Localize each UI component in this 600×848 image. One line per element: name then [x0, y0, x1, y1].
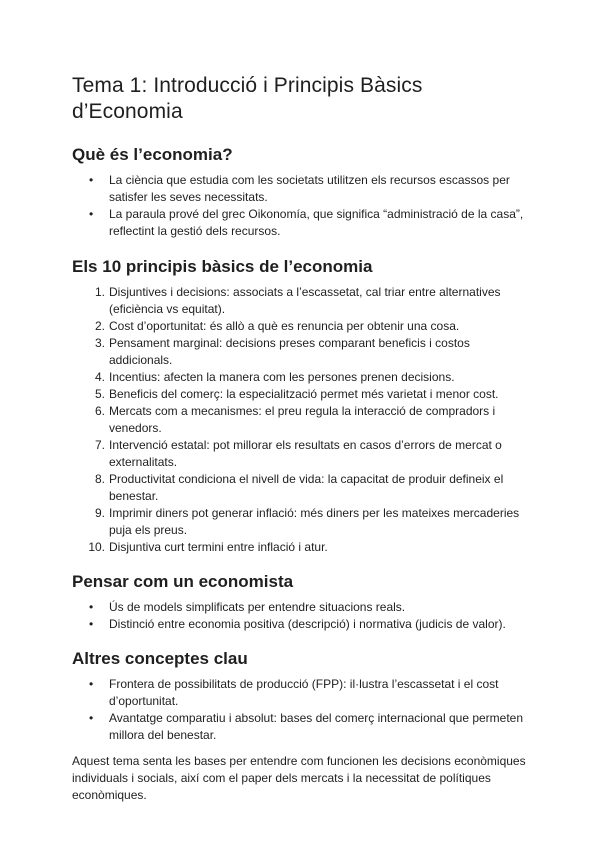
section-heading: Altres conceptes clau: [72, 649, 248, 668]
bullet-list: [72, 676, 528, 744]
list-item-text: Disjuntiva curt termini entre inflació i atur.: [109, 540, 328, 554]
list-item: [72, 471, 528, 505]
list-item: • Distinció entre economia positiva (descripció) i normativa (judicis de valor).: [72, 616, 528, 633]
list-number: 4.: [94, 370, 105, 384]
section-other-key-concepts: [72, 648, 528, 744]
list-number: 3.: [94, 336, 105, 350]
list-item: • La ciència que estudia com les societats utilitzen els recursos escassos per satisfer les seves necessitats.: [72, 172, 528, 206]
list-item: [72, 369, 528, 386]
list-item: [72, 284, 528, 318]
bullet-list: [72, 172, 528, 240]
list-item-text: Mercats com a mecanismes: el preu regula la interacció de compradors i venedors.: [109, 404, 496, 435]
list-number: 7.: [94, 438, 105, 452]
list-item: • Ús de models simplificats per entendre situacions reals.: [72, 599, 528, 616]
list-item-text: Beneficis del comerç: la especialització permet més varietat i menor cost.: [109, 387, 499, 401]
section-heading: Els 10 principis bàsics de l’economia: [72, 257, 373, 276]
list-number: 2.: [94, 319, 105, 333]
numbered-list: [72, 284, 528, 556]
list-item-text: Disjuntives i decisions: associats a l’escassetat, cal triar entre alternatives (eficiència vs equitat).: [109, 285, 501, 316]
list-item-text: Productivitat condiciona el nivell de vida: la capacitat de produir defineix el benestar.: [109, 472, 504, 503]
list-number: 9.: [94, 506, 105, 520]
list-item: [72, 318, 528, 335]
list-item: [72, 403, 528, 437]
list-item-text: Imprimir diners pot generar inflació: més diners per les mateixes mercaderies puja els preus.: [109, 506, 520, 537]
list-item: [72, 386, 528, 403]
list-item: [72, 539, 528, 556]
closing-paragraph: Aquest tema senta les bases per entendre com funcionen les decisions econòmiques individuals i socials, així com el paper dels mercats i la necessitat de polítiques econòmiques.: [72, 754, 526, 802]
section-ten-principles: [72, 256, 528, 556]
list-item: [72, 505, 528, 539]
list-item-text: Pensament marginal: decisions preses comparant beneficis i costos addicionals.: [109, 336, 470, 367]
list-item-text: Cost d’oportunitat: és allò a què es renuncia per obtenir una cosa.: [109, 319, 460, 333]
list-item-text: Intervenció estatal: pot millorar els resultats en casos d’errors de mercat o externalitats.: [109, 438, 502, 469]
bullet-list: [72, 599, 528, 633]
list-item: • Avantatge comparatiu i absolut: bases del comerç internacional que permeten millora del benestar.: [72, 710, 528, 744]
section-heading: Pensar com un economista: [72, 572, 294, 591]
list-number: 5.: [94, 387, 105, 401]
section-think-like-economist: [72, 571, 528, 633]
list-number: 10.: [88, 540, 105, 554]
list-number: 1.: [94, 285, 105, 299]
section-heading: Què és l’economia?: [72, 145, 233, 164]
list-number: 8.: [94, 472, 105, 486]
list-item: [72, 437, 528, 471]
list-item: • La paraula prové del grec Oikonomía, que significa “administració de la casa”, reflectint la gestió dels recursos.: [72, 206, 528, 240]
list-number: 6.: [94, 404, 105, 418]
section-what-is-economics: [72, 144, 528, 240]
page-title: Tema 1: Introducció i Principis Bàsics d’Economia: [72, 74, 423, 123]
list-item-text: Incentius: afecten la manera com les persones prenen decisions.: [109, 370, 455, 384]
list-item: • Frontera de possibilitats de producció (FPP): il·lustra l’escassetat i el cost d’oportunitat.: [72, 676, 528, 710]
list-item: [72, 335, 528, 369]
